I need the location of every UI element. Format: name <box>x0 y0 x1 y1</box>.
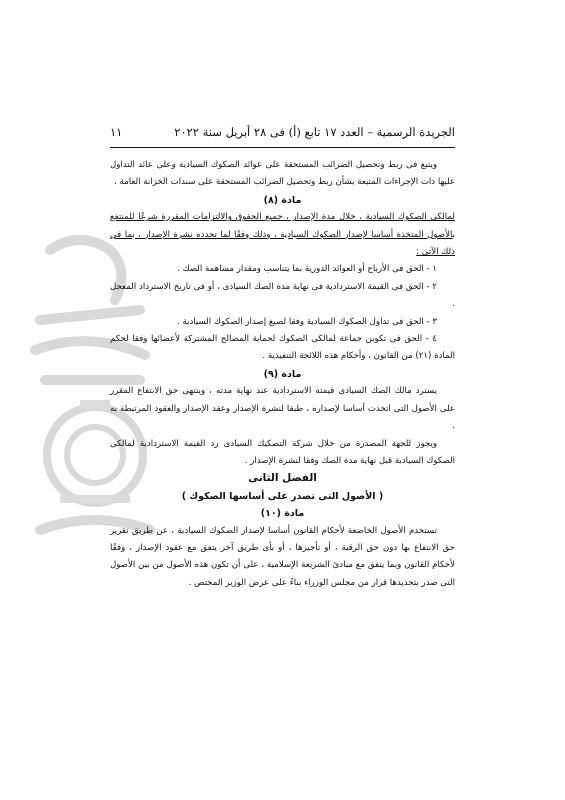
chapter-heading: الفصل الثانى <box>248 472 317 485</box>
header-title: الجريدة الرسمية – العدد ١٧ تابع (أ) فى ٢٨ أبريل سنة ٢٠٢٢ <box>174 125 455 139</box>
list-item-3: ٣ - الحق فى تداول الصكوك السيادية وفقا لصيغ إصدار الصكوك السيادية . <box>177 316 437 327</box>
paragraph-article-10: تستخدم الأصول الخاضعة لأحكام القانون أساسا لإصدار الصكوك السيادية ، عن طريق تقرير حق الانتفاع بها دون حق الرقبة ، أو تأجيرها ، أو بأى طريق آخر يتفق مع عقود الإصدار ، وفقًا لأحكام القانون وبما يتفق مع مبادئ الشريعة الإسلامية ، على أن تكون هذه الأصول من بين الأصول التى صدر بتحديدها قرار من مجلس الوزراء بناءً على عرض الوزير المختص . <box>110 525 455 588</box>
page-header <box>110 125 455 139</box>
list-item-2: ٢ - الحق فى القيمة الاستردادية فى نهاية مدة الصك السيادى ، أو فى تاريخ الاسترداد المعجل . <box>110 281 455 310</box>
paragraph-article-9b: ويجوز للجهة المصدرة من خلال شركة التصكيك السيادى رد القيمة الاستردادية لمالكى الصكوك السيادية قبل نهاية مدة الصك وفقا لنشرة الإصدار . <box>110 438 455 466</box>
article-10-heading: مادة (١٠) <box>260 508 305 520</box>
list-item-4: ٤ - الحق فى تكوين جماعة لمالكى الصكوك لحماية المصالح المشتركة لأعضائها وفقا لحكم المادة (٢١) من القانون ، وأحكام هذه اللائحة التنفيذية . <box>110 334 455 362</box>
header-divider <box>110 147 455 148</box>
document-body <box>110 157 455 592</box>
list-item-1: ١ - الحق فى الأرباح أو العوائد الدورية بما يتناسب ومقدار مساهمة الصك . <box>177 264 437 275</box>
article-9-heading: مادة (٩) <box>263 368 302 380</box>
article-8-heading: مادة (٨) <box>263 194 302 206</box>
paragraph-tax: ويتبع فى ربط وتحصيل الضرائب المستحقة على عوائد الصكوك السيادية وعلى عائد التداول عليها ذات الإجراءات المتبعة بشأن ربط وتحصيل الضرائب المستحقة على سندات الخزانة العامة . <box>110 160 455 188</box>
paragraph-article-9a: يسترد مالك الصك السيادى قيمته الاستردادية عند نهاية مدته ، وينتهى حق الانتفاع المقرر على الأصول التى اتخذت أساسا لإصداره ، طبقا لنشرة الإصدار وعقد الإصدار والعقود المرتبطة به . <box>110 386 455 432</box>
page-number: ١١ <box>110 125 123 139</box>
paragraph-article-8: لمالكى الصكوك السيادية ، خلال مدة الإصدار ، جميع الحقوق والالتزامات المقررة شرعًا للمنتفع بالأصول المتخذة أساسا لإصدار الصكوك السيادية ، وذلك وفقًا لما تحدده نشرة الإصدار ، بما فى ذلك الآتى : <box>110 212 455 258</box>
chapter-subtitle: ( الأصول التى تصدر على أساسها الصكوك ) <box>181 490 384 502</box>
